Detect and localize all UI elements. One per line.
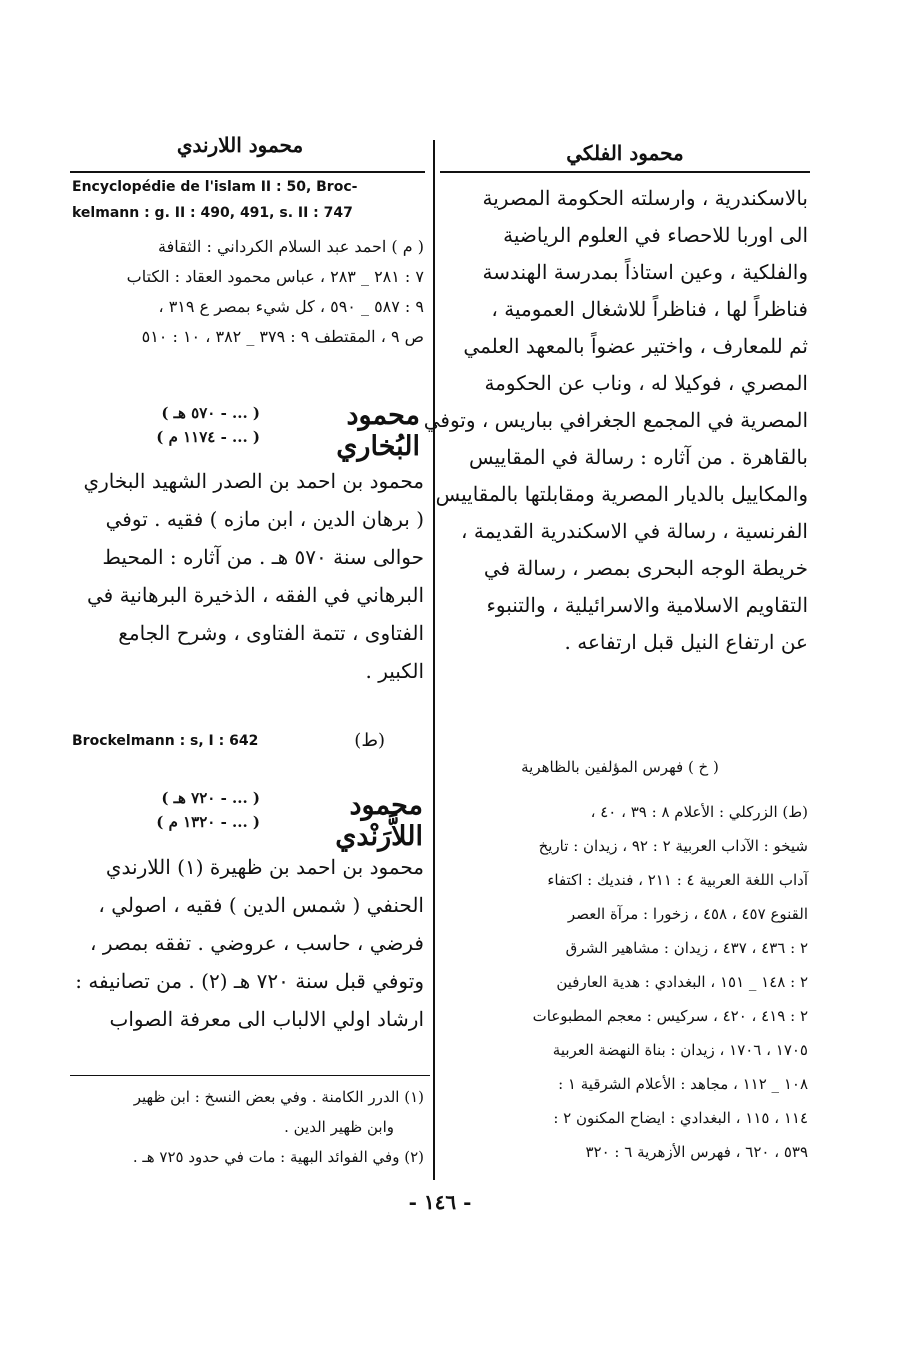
body-line: التقاويم الاسلامية والاسرائيلية ، والتنبوء [486, 593, 808, 617]
body-line: بالاسكندرية ، وارسلته الحكومة المصرية [482, 186, 808, 210]
footnote-rule [70, 1075, 430, 1076]
entry-title: محمود البُخاري [336, 400, 420, 462]
body-line: ثم للمعارف ، واختير عضواً بالمعهد العلمي [463, 334, 808, 358]
reference-line: ٧ : ٢٨١ _ ٢٨٣ ، عباس محمود العقاد : الكتاب [126, 267, 424, 286]
footnote-line: (٢) وفي الفوائد البهية : مات في حدود ٧٢٥ هـ . [132, 1148, 424, 1166]
entry-date-gregorian: ( ... - ١١٧٤ م ) [156, 428, 260, 446]
body-line: الفرنسية ، رسالة في الاسكندرية القديمة ، [461, 519, 808, 543]
reference-line: (ط) الزركلي : الأعلام ٨ : ٣٩ ، ٤٠ ، [590, 803, 808, 821]
reference-line: ٥٣٩ ، ٦٢٠ ، فهرس الأزهرية ٦ : ٣٢٠ [585, 1143, 808, 1161]
reference-line: ١١٤ ، ١١٥ ، البغدادي : ايضاح المكنون ٢ : [553, 1109, 808, 1127]
entry1-source-mark: (ط) [354, 730, 385, 751]
body-line: بالقاهرة . من آثاره : رسالة في المقاييس [469, 445, 808, 469]
body-line: المصري ، فوكيلا له ، وناب عن الحكومة [484, 371, 808, 395]
footnote-line: وابن ظهير الدين . [284, 1118, 394, 1136]
reference-line: ٢ : ٤٣٦ ، ٤٣٧ ، زيدان : مشاهير الشرق [565, 939, 808, 957]
body-line: الفتاوى ، تتمة الفتاوى ، وشرح الجامع [118, 621, 424, 645]
reference-line: ١٧٠٥ ، ١٧٠٦ ، زيدان : بناة النهضة العربية [552, 1041, 808, 1059]
footnotes [68, 1082, 424, 1172]
entry2-body [68, 848, 424, 1038]
reference-line: ( م ) احمد عبد السلام الكرداني : الثقافة [158, 237, 424, 256]
source-note: ( خ ) فهرس المؤلفين بالظاهرية [521, 758, 719, 776]
header-rule-left [70, 171, 425, 173]
body-line: محمود بن احمد بن الصدر الشهيد البخاري [83, 469, 424, 493]
reference-line: القنوع ٤٥٧ ، ٤٥٨ ، زخورا : مرآة العصر [567, 905, 808, 923]
entry1-body [68, 462, 424, 690]
body-line: البرهاني في الفقه ، الذخيرة البرهانية في [86, 583, 424, 607]
body-line: وتوفي قبل سنة ٧٢٠ هـ (٢) . من تصانيفه : [75, 969, 424, 993]
reference-line: ١٠٨ _ ١١٢ ، مجاهد : الأعلام الشرقية ١ : [558, 1075, 808, 1093]
body-line: عن ارتفاع النيل قبل ارتفاعه . [564, 630, 808, 654]
body-line: ( برهان الدين ، ابن مازه ) فقيه . توفي [105, 507, 424, 531]
body-line: الى اوربا للاحصاء في العلوم الرياضية [503, 223, 808, 247]
entry-title: محمود اللاَّرَنْدي [335, 790, 423, 852]
latin-reference-1: Encyclopédie de l'islam II : 50, Broc- [72, 179, 358, 195]
body-line: محمود بن احمد بن ظهيرة (١) اللارندي [105, 855, 424, 879]
body-line: ارشاد اولي الالباب الى معرفة الصواب [109, 1007, 424, 1031]
entry-date-hijri: ( ... - ٥٧٠ هـ ) [161, 404, 260, 422]
body-line: حوالى سنة ٥٧٠ هـ . من آثاره : المحيط [102, 545, 424, 569]
reference-line: ٢ : ١٤٨ _ ١٥١ ، البغدادي : هدية العارفين [556, 973, 808, 991]
body-line: فناظراً لها ، فناظراً للاشغال العمومية ، [491, 297, 808, 321]
reference-line: ٢ : ٤١٩ ، ٤٢٠ ، سركيس : معجم المطبوعات [532, 1007, 808, 1025]
header-rule-right [440, 171, 810, 173]
left-running-header: محمود اللارندي [176, 133, 304, 157]
body-line: المصرية في المجمع الجغرافي بباريس ، وتوفي [423, 408, 808, 432]
body-line: والفلكية ، وعين استاذاً بمدرسة الهندسة [482, 260, 808, 284]
entry1-source-latin: Brockelmann : s, I : 642 [72, 733, 259, 749]
column-divider [433, 140, 435, 1180]
body-line: والمكاييل بالديار المصرية ومقابلتها بالمقاييس [435, 482, 808, 506]
reference-line: آداب اللغة العربية ٤ : ٢١١ ، فنديك : اكتفاء [547, 871, 808, 889]
reference-line: ٩ : ٥٨٧ _ ٥٩٠ ، كل شيء بمصر ع ٣١٩ ، [158, 297, 424, 316]
body-line: فرضي ، حاسب ، عروضي . تفقه بمصر ، [90, 931, 424, 955]
right-running-header: محمود الفلكي [566, 141, 684, 165]
entry-date-hijri: ( ... - ٧٢٠ هـ ) [161, 789, 260, 807]
footnote-line: (١) الدرر الكامنة . وفي بعض النسخ : ابن ظهير [133, 1088, 424, 1106]
top-references [68, 232, 424, 352]
body-line: الكبير . [365, 659, 424, 683]
latin-reference-2: kelmann : g. II : 490, 491, s. II : 747 [72, 205, 353, 221]
page-number: - ١٤٦ - [408, 1190, 472, 1214]
references-block [448, 795, 808, 1169]
body-line: خريطة الوجه البحرى بمصر ، رسالة في [483, 556, 808, 580]
right-column [423, 180, 808, 661]
reference-line: شيخو : الآداب العربية ٢ : ٩٢ ، زيدان : تاريخ [538, 837, 808, 855]
entry-date-gregorian: ( ... - ١٣٢٠ م ) [156, 813, 260, 831]
reference-line: ص ٩ ، المقتطف ٩ : ٣٧٩ _ ٣٨٢ ، ١٠ : ٥١٠ [141, 327, 424, 346]
body-line: الحنفي ( شمس الدين ) فقيه ، اصولي ، [98, 893, 424, 917]
